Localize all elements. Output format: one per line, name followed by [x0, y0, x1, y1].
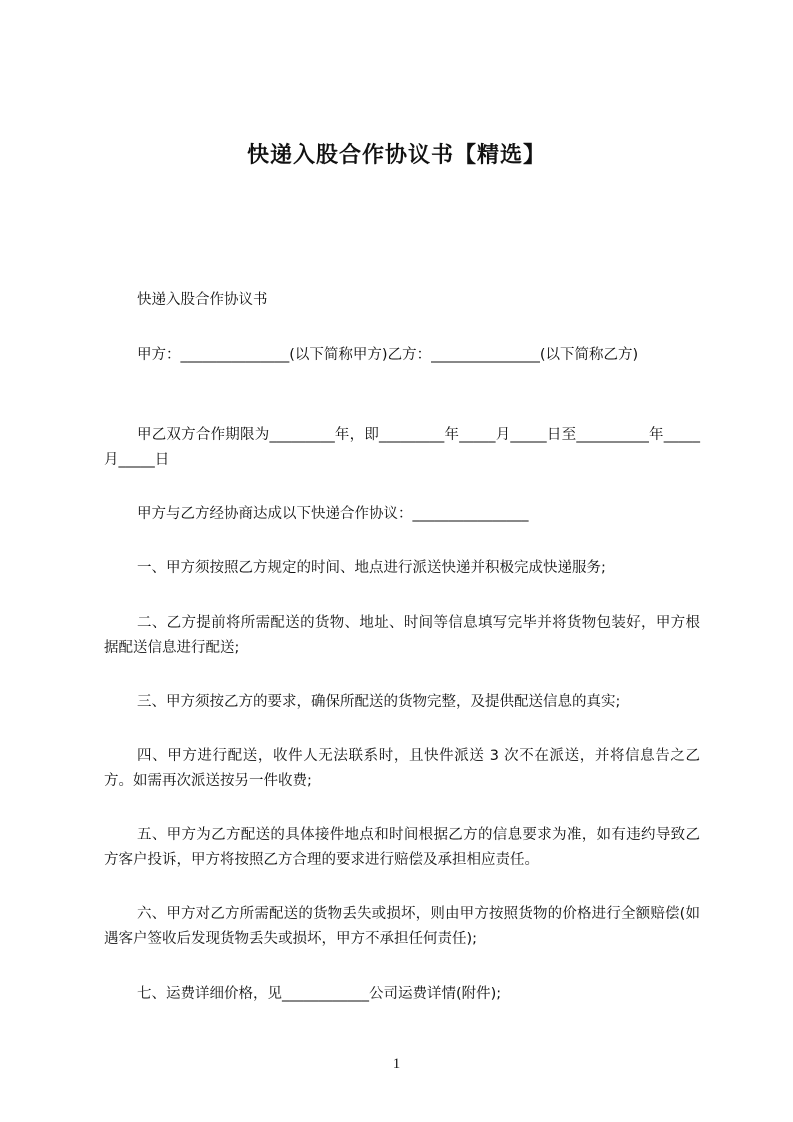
clause-3: 三、甲方须按乙方的要求，确保所配送的货物完整，及提供配送信息的真实;	[137, 694, 621, 710]
agreement-intro: 甲方与乙方经协商达成以下快递合作协议：________________	[137, 506, 529, 522]
parties-clause: 甲方：_______________(以下简称甲方)乙方：_______________(以下简称乙方)	[137, 347, 639, 363]
agreement-heading: 快递入股合作协议书	[137, 292, 268, 308]
page-number: 1	[392, 1056, 401, 1072]
term-clause: 甲乙双方合作期限为_________年，即_________年_____月_____日至__________年_____月_____日	[104, 427, 700, 468]
clause-6: 六、甲方对乙方所需配送的货物丢失或损坏，则由甲方按照货物的价格进行全额赔偿(如遇客户签收后发现货物丢失或损坏，甲方不承担任何责任);	[104, 906, 700, 947]
clause-5: 五、甲方为乙方配送的具体接件地点和时间根据乙方的信息要求为准，如有违约导致乙方客户投诉，甲方将按照乙方合理的要求进行赔偿及承担相应责任。	[104, 827, 700, 868]
clause-4: 四、甲方进行配送，收件人无法联系时，且快件派送 3 次不在派送，并将信息告之乙方。如需再次派送按另一件收费;	[104, 748, 700, 789]
document-title: 快递入股合作协议书【精选】	[246, 143, 546, 168]
clause-1: 一、甲方须按照乙方规定的时间、地点进行派送快递并积极完成快递服务;	[137, 560, 606, 576]
clause-2: 二、乙方提前将所需配送的货物、地址、时间等信息填写完毕并将货物包装好，甲方根据配送信息进行配送;	[104, 615, 700, 656]
clause-7: 七、运费详细价格，见____________公司运费详情(附件);	[137, 986, 502, 1002]
